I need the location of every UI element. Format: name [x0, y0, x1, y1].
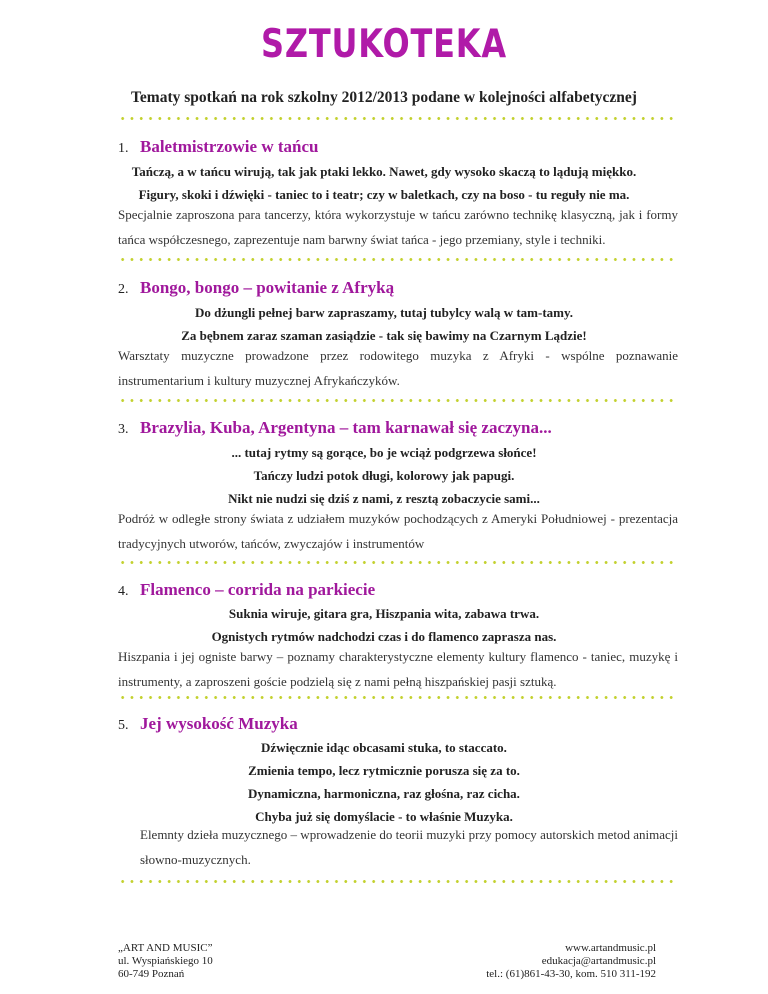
section-description: Hiszpania i jej ogniste barwy – poznamy charakterystyczne elementy kultury flamenco - taniec, muzykę i instrumenty, a zaproszeni goście podzielą się z nami pełną hiszpańskiej pasji sztuką.	[118, 649, 678, 689]
section-number: 2.	[118, 282, 129, 297]
dotted-divider	[118, 880, 678, 883]
section-title: Brazylia, Kuba, Argentyna – tam karnawał się zaczyna...	[140, 418, 552, 437]
verse-line: Chyba już się domyślacie - to właśnie Muzyka.	[255, 809, 513, 824]
section-description: Warsztaty muzyczne prowadzone przez rodowitego muzyka z Afryki - wspólne poznawanie instrumentarium i kultury muzycznej Afrykańczyków.	[118, 348, 678, 388]
verse-line: Ognistych rytmów nadchodzi czas i do flamenco zaprasza nas.	[211, 629, 557, 644]
section-description: Elemnty dzieła muzycznego – wprowadzenie do teorii muzyki przy pomocy autorskich metod animacji słowno-muzycznych.	[140, 827, 678, 867]
footer-company-name: „ART AND MUSIC”	[118, 942, 213, 954]
section-heading-5	[118, 714, 298, 734]
page-subtitle: Tematy spotkań na rok szkolny 2012/2013 podane w kolejności alfabetycznej	[131, 89, 637, 106]
section-description: Specjalnie zaproszona para tancerzy, która wykorzystuje w tańcu zarówno technikę klasyczną, jak i formy tańca współczesnego, zaprezentuje nam barwny świat tańca - jego przemiany, style i techniki.	[118, 207, 678, 247]
dotted-divider	[118, 696, 678, 699]
section-number: 5.	[118, 718, 129, 733]
verse-line: Zmienia tempo, lecz rytmicznie porusza się za to.	[248, 763, 520, 778]
section-heading-3	[118, 418, 552, 438]
section-number: 3.	[118, 422, 129, 437]
verse-line: Dynamiczna, harmoniczna, raz głośna, raz cicha.	[248, 786, 520, 801]
verse-line: Za bębnem zaraz szaman zasiądzie - tak się bawimy na Czarnym Lądzie!	[181, 328, 587, 343]
verse-line: Tańczą, a w tańcu wirują, tak jak ptaki lekko. Nawet, gdy wysoko skaczą to lądują miękko.	[131, 164, 637, 179]
section-description: Podróż w odległe strony świata z udziałem muzyków pochodzących z Ameryki Południowej - prezentacja tradycyjnych utworów, tańców, zwyczajów i instrumentów	[118, 511, 678, 551]
verse-line: Nikt nie nudzi się dziś z nami, z resztą zobaczycie sami...	[228, 491, 540, 506]
section-title: Bongo, bongo – powitanie z Afryką	[140, 278, 395, 297]
verse-line: Do dżungli pełnej barw zapraszamy, tutaj tubylcy walą w tam-tamy.	[194, 305, 574, 320]
section-heading-4	[118, 580, 375, 600]
dotted-divider	[118, 561, 678, 564]
dotted-divider	[118, 258, 678, 261]
section-heading-2	[118, 278, 394, 298]
footer-contact	[486, 942, 656, 981]
section-heading-1	[118, 137, 318, 157]
footer-email[interactable]: edukacja@artandmusic.pl	[541, 955, 656, 967]
verse-line: ... tutaj rytmy są gorące, bo je wciąż podgrzewa słońce!	[231, 445, 537, 460]
footer-phone: tel.: (61)861-43-30, kom. 510 311-192	[486, 968, 656, 980]
verse-line: Suknia wiruje, gitara gra, Hiszpania wita, zabawa trwa.	[228, 606, 540, 621]
footer-city: 60-749 Poznań	[118, 968, 185, 980]
footer-address	[118, 942, 213, 981]
dotted-divider	[118, 117, 678, 120]
verse-line: Figury, skoki i dźwięki - taniec to i teatr; czy w baletkach, czy na boso - tu reguły nie ma.	[138, 187, 630, 202]
logo: SZTUKOTEKA	[261, 22, 507, 67]
section-title: Flamenco – corrida na parkiecie	[140, 580, 376, 599]
dotted-divider	[118, 399, 678, 402]
section-title: Baletmistrzowie w tańcu	[140, 137, 319, 156]
section-number: 4.	[118, 584, 129, 599]
section-title: Jej wysokość Muzyka	[140, 714, 298, 733]
verse-line: Tańczy ludzi potok długi, kolorowy jak papugi.	[253, 468, 515, 483]
verse-line: Dźwięcznie idąc obcasami stuka, to staccato.	[261, 740, 507, 755]
footer-street: ul. Wyspiańskiego 10	[118, 955, 213, 967]
footer-website[interactable]: www.artandmusic.pl	[565, 942, 656, 954]
section-number: 1.	[118, 141, 129, 156]
